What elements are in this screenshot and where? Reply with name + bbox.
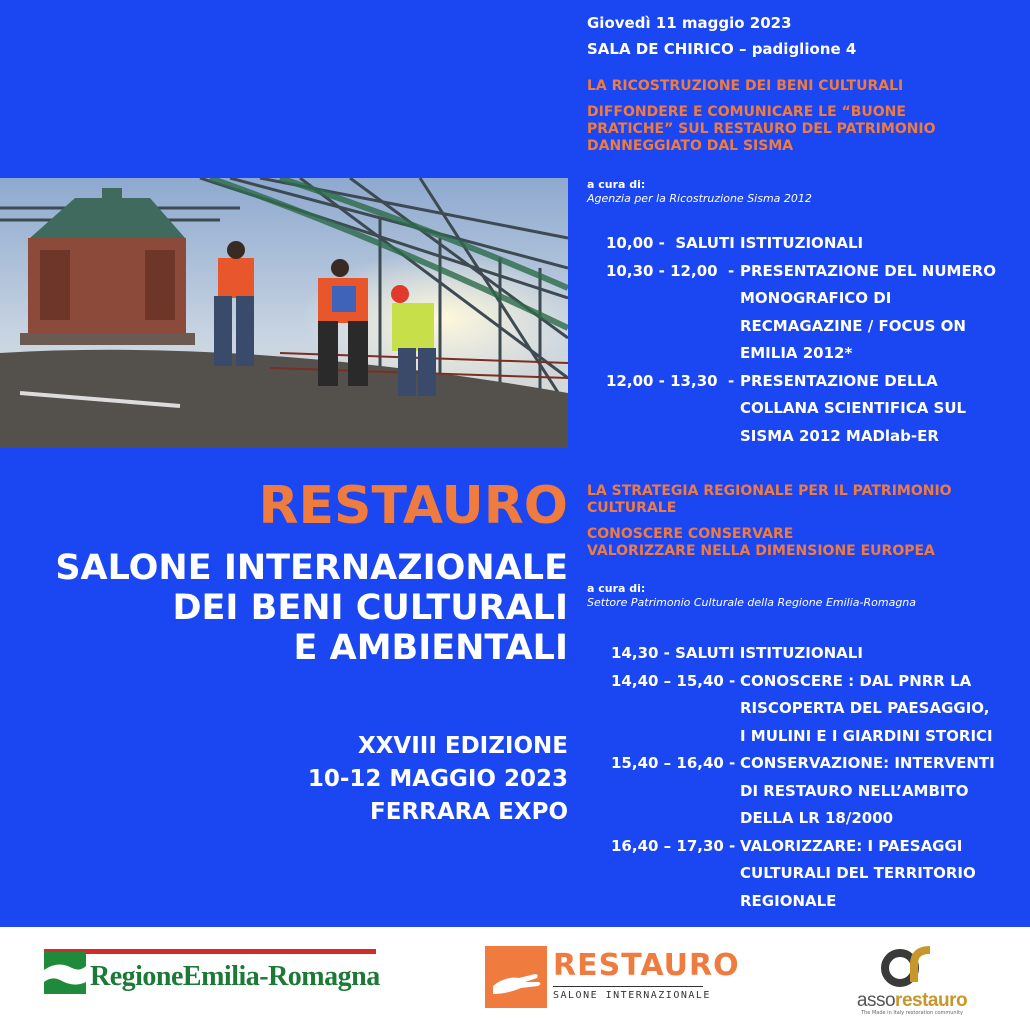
schedule-desc-line: VALORIZZARE: I PAESAGGI [740, 836, 963, 855]
curated-by: Settore Patrimonio Culturale della Regione Emilia-Romagna [587, 596, 917, 609]
session1-subtitle [587, 104, 1017, 155]
schedule-desc [740, 668, 993, 751]
hand-icon [485, 946, 547, 1008]
event-edition [220, 730, 568, 829]
edition-venue: FERRARA EXPO [369, 799, 568, 825]
session2-curator [587, 582, 1017, 610]
session2-heading [587, 483, 1017, 560]
session2-title-line: LA STRATEGIA REGIONALE PER IL PATRIMONIO [587, 483, 952, 499]
assorestauro-mark-icon [852, 942, 972, 990]
session1-subtitle-line: PRATICHE” SUL RESTAURO DEL PATRIMONIO [587, 121, 936, 137]
schedule-time: 14,30 - [611, 644, 676, 662]
curated-label: a cura di: [587, 178, 646, 191]
schedule-time: 14,40 – 15,40 - [611, 671, 741, 690]
session2-subtitle-line: CONOSCERE CONSERVARE [587, 526, 794, 542]
schedule-desc-line: SISMA 2012 MADlab-ER [740, 426, 939, 445]
region-logo-bar [44, 949, 376, 954]
assorestauro-logo [852, 942, 972, 1020]
schedule-time: 16,40 – 17,30 - [611, 836, 741, 855]
schedule-desc-line: RISCOPERTA DEL PAESAGGIO, [740, 699, 990, 717]
session2-schedule [611, 640, 1021, 915]
session1-subtitle-line: DANNEGGIATO DAL SISMA [587, 138, 794, 154]
assorestauro-word-a: asso [856, 990, 896, 1011]
session1-schedule [606, 230, 1016, 450]
assorestauro-tagline: The Made in Italy restoration community [861, 1010, 963, 1016]
session2-subtitle [587, 526, 1017, 560]
assorestauro-word-b: restauro [895, 990, 968, 1011]
worker-photo-icon [0, 178, 568, 448]
schedule-desc-line: PRESENTAZIONE DELLA [740, 371, 938, 390]
schedule-desc-line: REGIONALE [740, 891, 837, 910]
schedule-row [611, 668, 1021, 751]
schedule-time: 12,00 - 13,30 - [606, 371, 740, 390]
restauro-logo-title: RESTAURO [553, 948, 740, 983]
event-name: RESTAURO [258, 476, 568, 536]
schedule-time: 15,40 – 16,40 - [611, 754, 736, 772]
workers-photo [0, 178, 568, 448]
session1-title: LA RICOSTRUZIONE DEI BENI CULTURALI [587, 78, 904, 94]
session2-subtitle-line: VALORIZZARE NELLA DIMENSIONE EUROPEA [587, 543, 935, 559]
schedule-row [611, 833, 1021, 916]
schedule-time: 10,00 - [606, 234, 676, 252]
assorestauro-logo-text [852, 990, 972, 1012]
schedule-time: 10,30 - 12,00 - [606, 261, 740, 280]
schedule-desc [740, 833, 976, 916]
event-subtitle-line: DEI BENI CULTURALI [172, 588, 568, 628]
curated-label: a cura di: [587, 582, 646, 595]
schedule-desc-line: EMILIA 2012* [740, 344, 853, 362]
schedule-desc-line: CULTURALI DEL TERRITORIO [740, 864, 976, 882]
event-subtitle-line: SALONE INTERNAZIONALE [55, 548, 568, 588]
schedule-row [606, 258, 1016, 368]
curated-by: Agenzia per la Ricostruzione Sisma 2012 [587, 192, 812, 205]
schedule-row [606, 368, 1016, 451]
region-logo-text: RegioneEmilia-Romagna [90, 961, 380, 992]
schedule-desc-line: I MULINI E I GIARDINI STORICI [740, 726, 993, 745]
session1-subtitle-line: DIFFONDERE E COMUNICARE LE “BUONE [587, 104, 906, 120]
schedule-desc-line: PRESENTAZIONE DEL NUMERO [740, 261, 996, 280]
schedule-desc-line: CONSERVAZIONE: INTERVENTI [740, 754, 995, 772]
restauro-logo-divider [553, 986, 703, 987]
schedule-desc-line: CONOSCERE : DAL PNRR LA [740, 671, 972, 690]
schedule-desc-line: COLLANA SCIENTIFICA SUL [740, 399, 967, 417]
schedule-desc-line: MONOGRAFICO DI [740, 289, 892, 307]
schedule-desc [740, 750, 995, 833]
event-subtitle [10, 548, 568, 668]
schedule-row [606, 230, 1016, 258]
event-subtitle-line: E AMBIENTALI [293, 628, 568, 668]
edition-date: 10-12 MAGGIO 2023 [307, 766, 568, 792]
session2-title-line: CULTURALE [587, 500, 677, 516]
schedule-desc-line: RECMAGAZINE / FOCUS ON [740, 316, 966, 335]
schedule-desc-line: DI RESTAURO NELL’AMBITO [740, 781, 969, 800]
session2-title [587, 483, 1017, 517]
schedule-row [611, 640, 1021, 668]
schedule-desc: SALUTI ISTITUZIONALI [675, 644, 863, 662]
schedule-desc [740, 368, 966, 451]
restauro-logo-subtitle: SALONE INTERNAZIONALE [553, 990, 711, 1001]
session1-heading [587, 78, 1017, 155]
region-flag-icon [44, 952, 86, 994]
schedule-desc: SALUTI ISTITUZIONALI [675, 234, 864, 252]
event-room: SALA DE CHIRICO – padiglione 4 [587, 40, 857, 58]
header [587, 14, 1017, 58]
event-date: Giovedì 11 maggio 2023 [587, 14, 792, 32]
edition-line: XXVIII EDIZIONE [357, 733, 568, 759]
session1-curator [587, 178, 1017, 206]
schedule-desc-line: DELLA LR 18/2000 [740, 809, 894, 827]
region-logo [44, 949, 380, 999]
schedule-desc [740, 258, 996, 368]
schedule-row [611, 750, 1021, 833]
restauro-logo [485, 946, 740, 1008]
